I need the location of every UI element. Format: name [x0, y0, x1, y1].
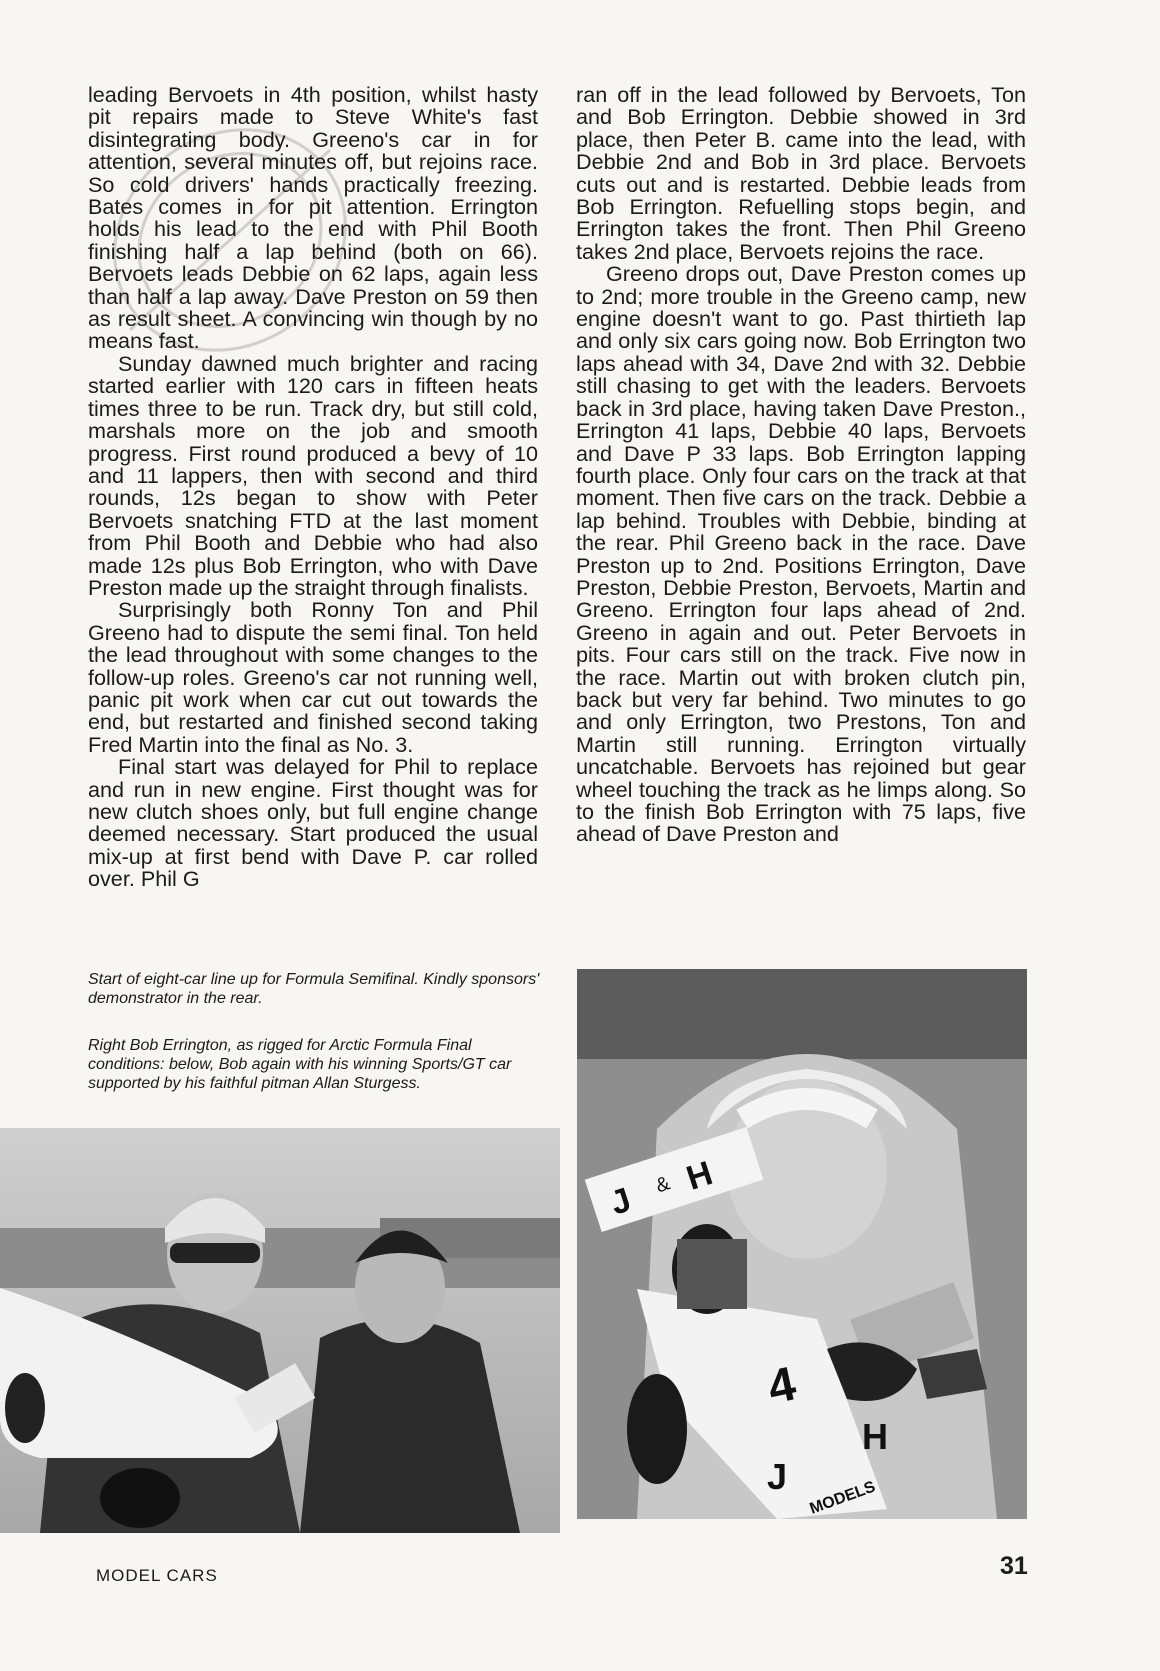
- car-nose-j: J: [767, 1456, 788, 1497]
- paragraph: ran off in the lead followed by Bervoets, Ton and Bob Errington. Debbie showed in 3rd place, then Peter B. came into the lead, with Debbie 2nd and Bob in 3rd place. Bervoets cuts out and is restarted. Debbie leads from Bob Errington. Refuelling stops begin, and Errington takes the front. Then Phil Greeno takes 2nd place, Bervoets rejoins the race.: [576, 82, 1026, 264]
- article-column-left: [88, 84, 538, 891]
- photo-errington-and-pitman: [0, 1128, 560, 1533]
- page-number: 31: [1000, 1552, 1028, 1580]
- paragraph: Sunday dawned much brighter and racing started earlier with 120 cars in fifteen heats times three to be run. Track dry, but still cold, marshals more on the job and smooth progress. First round produced a bevy of 10 and 11 lappers, then with second and third rounds, 12s began to show with Peter Bervoets snatching FTD at the last moment from Phil Booth and Debbie who had also made 12s plus Bob Errington, who with Dave Preston made up the straight through finalists.: [88, 350, 538, 600]
- photo-caption-semifinal: Start of eight-car line up for Formula Semifinal. Kindly sponsors' demonstrator in the rear.: [88, 971, 540, 1007]
- paragraph: Surprisingly both Ronny Ton and Phil Greeno had to dispute the semi final. Ton held the lead throughout with some changes to the follow-up roles. Greeno's car not running well, panic pit work when car cut out towards the end, but restarted and finished second taking Fred Martin into the final as No. 3.: [88, 597, 538, 757]
- article-column-right: [576, 84, 1026, 846]
- paragraph: Final start was delayed for Phil to replace and run in new engine. First thought was for new clutch shoes only, but full engine change deemed necessary. Start produced the usual mix-up at first bend with Dave P. car rolled over. Phil G: [88, 754, 538, 892]
- photo-caption-errington: Right Bob Errington, as rigged for Arctic Formula Final conditions: below, Bob again with his winning Sports/GT car supported by his faithful pitman Allan Sturgess.: [88, 1037, 512, 1092]
- magazine-name: MODEL CARS: [96, 1566, 218, 1585]
- car-nose-models: MODELS: [807, 1478, 878, 1518]
- car-sign-amp: &: [653, 1172, 673, 1198]
- car-nose-h: H: [862, 1416, 888, 1457]
- paragraph: leading Bervoets in 4th position, whilst hasty pit repairs made to Steve White's fast disintegrating body. Greeno's car in for attention, several minutes off, but rejoins race. So cold drivers' hands practically freezing. Bates comes in for pit attention. Errington holds his lead to the end with Phil Booth finishing half a lap behind (both on 66). Bervoets leads Debbie on 62 laps, again less than half a lap away. Dave Preston on 59 then as result sheet. A convincing win though by no means fast.: [88, 82, 538, 354]
- car-sign-j: J: [605, 1180, 636, 1223]
- car-number: 4: [763, 1357, 801, 1415]
- car-sign-h: H: [681, 1154, 718, 1198]
- paragraph: Greeno drops out, Dave Preston comes up to 2nd; more trouble in the Greeno camp, new engine doesn't want to go. Past thirtieth lap and only six cars going now. Bob Errington two laps ahead with 34, Dave 2nd with 32. Debbie still chasing to get with the leaders. Bervoets back in 3rd place, having taken Dave Preston., Errington 41 laps, Debbie 40 laps, Bervoets and Dave P 33 laps. Bob Errington lapping fourth place. Only four cars on the track at that moment. Then five cars on the track. Debbie a lap behind. Troubles with Debbie, binding at the rear. Phil Greeno back in the race. Dave Preston up to 2nd. Positions Errington, Dave Preston, Debbie Preston, Bervoets, Martin and Greeno. Errington four laps ahead of 2nd. Greeno in again and out. Peter Bervoets in pits. Four cars still on the track. Five now in the race. Martin out with broken clutch pin, back but very far behind. Two minutes to go and only Errington, two Prestons, Ton and Martin still running. Errington virtually uncatchable. Bervoets has rejoined but gear wheel touching the track as he limps along. So to the finish Bob Errington with 75 laps, five ahead of Dave Preston and: [576, 261, 1026, 847]
- photo-errington-formula-car: [577, 969, 1027, 1519]
